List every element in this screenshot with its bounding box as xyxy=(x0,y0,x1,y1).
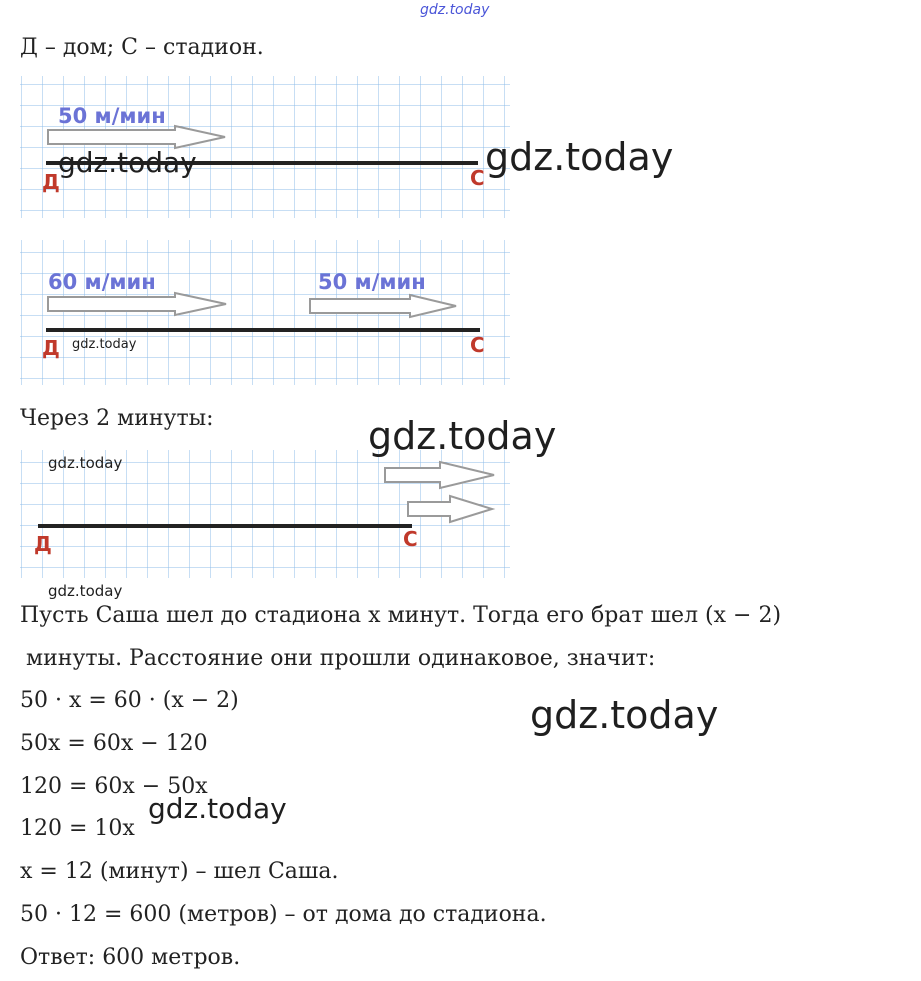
figure2-speed-label-right: 50 м/мин xyxy=(318,270,426,294)
watermark-figure1-inside: gdz.today xyxy=(58,146,197,179)
figure2-start-label: Д xyxy=(42,336,60,360)
figure1-end-label: С xyxy=(470,166,485,190)
watermark-figure3-inside: gdz.today xyxy=(48,454,123,472)
solution-line2: минуты. Расстояние они прошли одинаковое, значит: xyxy=(26,646,656,671)
watermark-figure3-top: gdz.today xyxy=(368,414,557,458)
solution-eq6: 50 · 12 = 600 (метров) – от дома до стадиона. xyxy=(20,902,547,927)
solution-answer: Ответ: 600 метров. xyxy=(20,945,241,970)
solution-eq4: 120 = 10x xyxy=(20,816,135,841)
solution-eq3: 120 = 60x − 50x xyxy=(20,774,208,799)
watermark-solution-mid: gdz.today xyxy=(148,792,287,825)
after-two-minutes-text: Через 2 минуты: xyxy=(20,406,214,431)
watermark-figure2-inside: gdz.today xyxy=(72,337,137,352)
figure2-grid xyxy=(20,240,510,385)
figure2-speed-label-left: 60 м/мин xyxy=(48,270,156,294)
figure1-speed-label: 50 м/мин xyxy=(58,104,166,128)
solution-line1: Пусть Саша шел до стадиона x минут. Тогда его брат шел (x − 2) xyxy=(20,603,782,628)
legend-text: Д – дом; С – стадион. xyxy=(20,35,264,60)
solution-eq2: 50x = 60x − 120 xyxy=(20,731,208,756)
solution-eq1: 50 · x = 60 · (x − 2) xyxy=(20,688,239,713)
watermark-top: gdz.today xyxy=(420,2,490,18)
watermark-solution-right: gdz.today xyxy=(530,693,719,737)
figure3-end-label: С xyxy=(403,527,418,551)
figure1-start-label: Д xyxy=(42,170,60,194)
watermark-figure1-right: gdz.today xyxy=(485,135,674,179)
figure2-end-label: С xyxy=(470,333,485,357)
figure3-start-label: Д xyxy=(34,532,52,556)
watermark-figure3-bottom: gdz.today xyxy=(48,582,123,600)
solution-eq5: x = 12 (минут) – шел Саша. xyxy=(20,859,339,884)
